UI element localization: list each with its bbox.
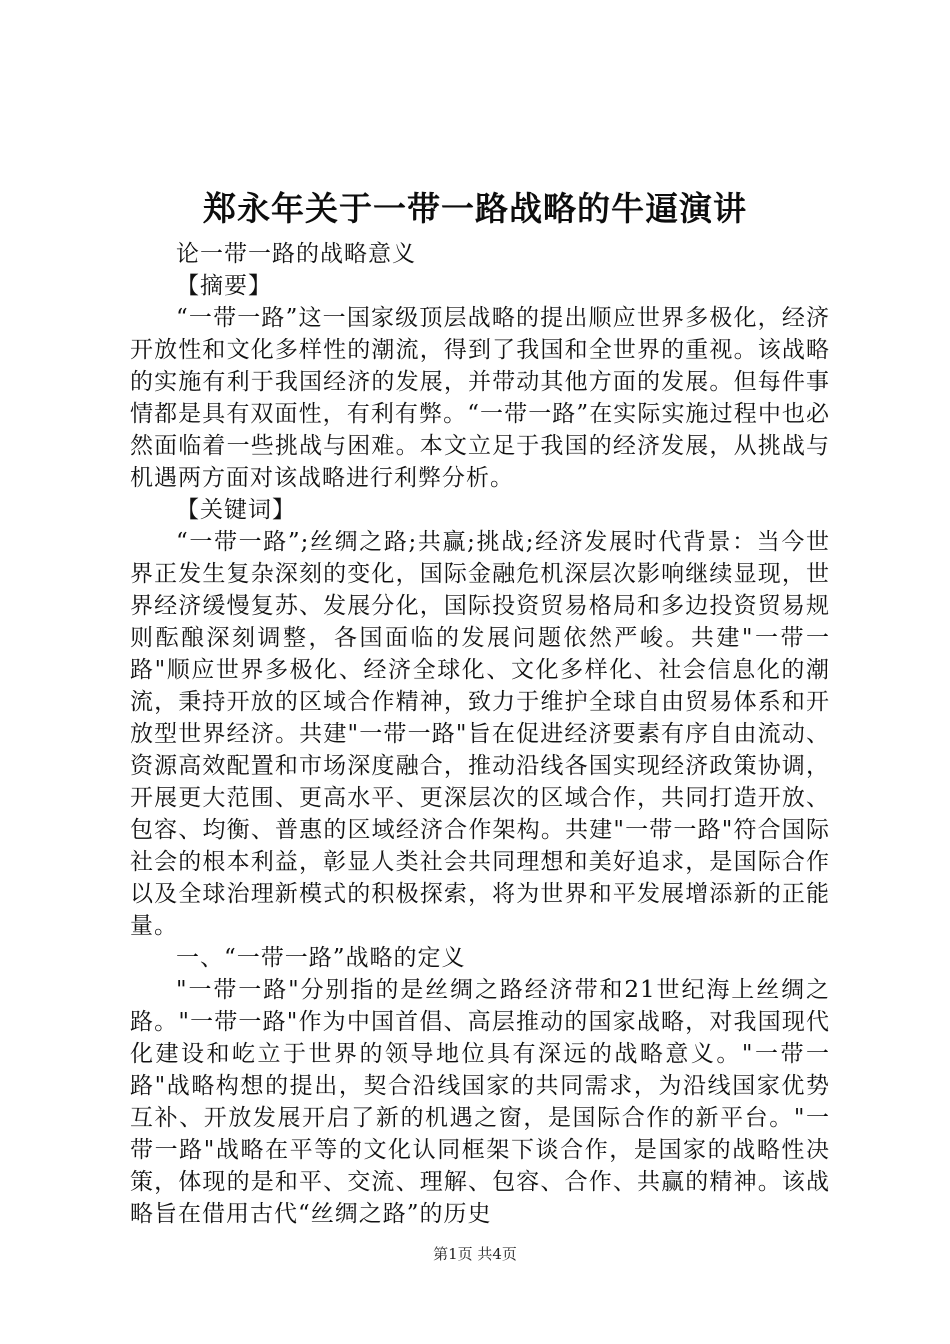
document-title: 郑永年关于一带一路战略的牛逼演讲 [203, 189, 747, 228]
keywords-paragraph: “一带一路”;丝绸之路;共赢;挑战;经济发展时代背景：当今世界正发生复杂深刻的变化，国际金融危机深层次影响继续显现，世界经济缓慢复苏、发展分化，国际投资贸易格局和多边投资贸易规则酝酿深刻调整，各国面临的发展问题依然严峻。共建"一带一路"顺应世界多极化、经济全球化、文化多样化、社会信息化的潮流，秉持开放的区域合作精神，致力于维护全球自由贸易体系和开放型世界经济。共建"一带一路"旨在促进经济要素有序自由流动、资源高效配置和市场深度融合，推动沿线各国实现经济政策协调，开展更大范围、更高水平、更深层次的区域合作，共同打造开放、包容、均衡、普惠的区域经济合作架构。共建"一带一路"符合国际社会的根本利益，彰显人类社会共同理想和美好追求，是国际合作以及全球治理新模式的积极探索，将为世界和平发展增添新的正能量。 [130, 529, 830, 939]
abstract-heading: 【摘要】 [176, 273, 272, 299]
section-1-heading: 一、“一带一路”战略的定义 [176, 945, 466, 971]
section-1-paragraph: "一带一路"分别指的是丝绸之路经济带和21世纪海上丝绸之路。"一带一路"作为中国首倡、高层推动的国家战略，对我国现代化建设和屹立于世界的领导地位具有深远的战略意义。"一带一路"战略构想的提出，契合沿线国家的共同需求，为沿线国家优势互补、开放发展开启了新的机遇之窗，是国际合作的新平台。"一带一路"战略在平等的文化认同框架下谈合作，是国家的战略性决策，体现的是和平、交流、理解、包容、合作、共赢的精神。该战略旨在借用古代“丝绸之路”的历史 [130, 977, 830, 1227]
abstract-paragraph: “一带一路”这一国家级顶层战略的提出顺应世界多极化，经济开放性和文化多样性的潮流，得到了我国和全世界的重视。该战略的实施有利于我国经济的发展，并带动其他方面的发展。但每件事情都是具有双面性，有利有弊。“一带一路”在实际实施过程中也必然面临着一些挑战与困难。本文立足于我国的经济发展，从挑战与机遇两方面对该战略进行利弊分析。 [130, 305, 830, 491]
document-body [130, 238, 830, 1230]
page-number-footer: 第1页 共4页 [433, 1245, 517, 1263]
subtitle: 论一带一路的战略意义 [176, 241, 416, 267]
keywords-heading: 【关键词】 [176, 497, 296, 523]
